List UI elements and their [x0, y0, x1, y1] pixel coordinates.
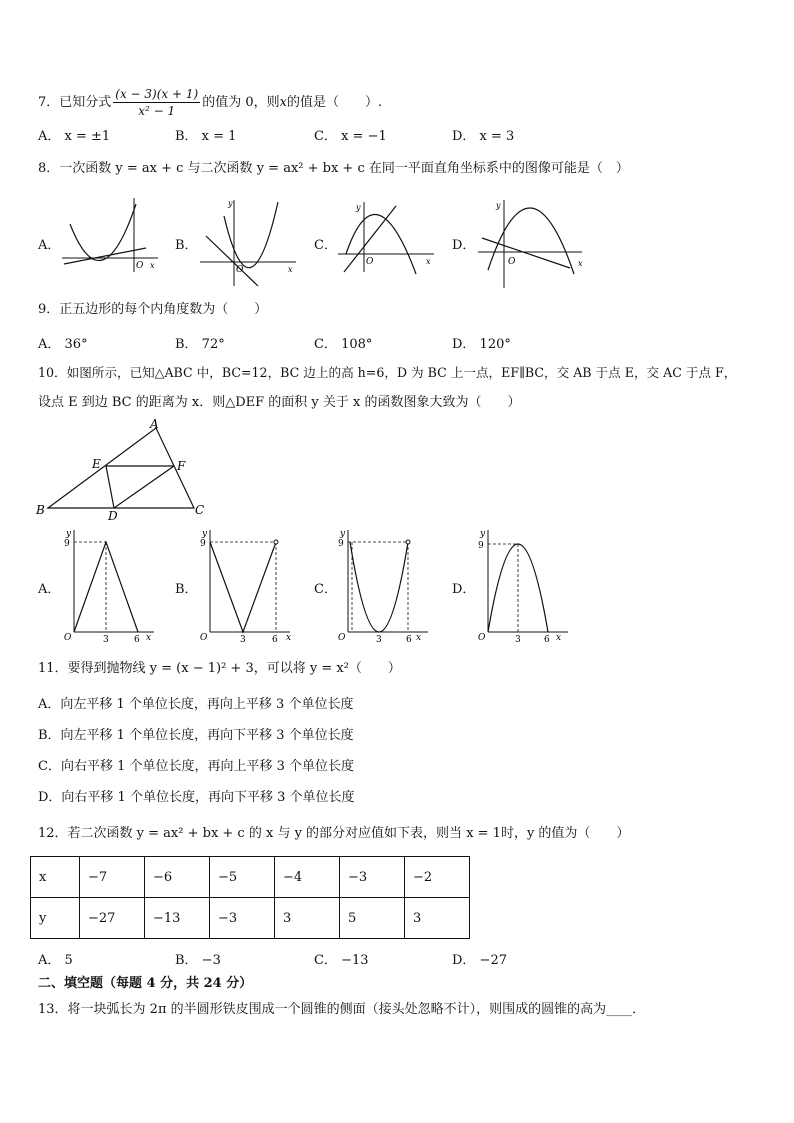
q10-graph-b — [198, 526, 298, 646]
q10-d-x: x — [556, 633, 562, 643]
q8-c-x: x — [426, 257, 431, 266]
point-a-label: A — [150, 417, 159, 431]
q10-d-y: y — [480, 529, 486, 539]
q7-fraction — [113, 86, 200, 119]
q10-c-tick-6: 6 — [406, 635, 412, 645]
table-cell: −5 — [210, 857, 275, 898]
q7-option-a: A． x = ±1 — [38, 129, 111, 144]
table-cell: 3 — [405, 898, 470, 939]
q8-d-x: x — [578, 259, 583, 268]
section-heading: 二、填空题（每题 4 分，共 24 分） — [38, 976, 253, 991]
q8-a-origin: O — [136, 261, 144, 271]
table-cell: −3 — [210, 898, 275, 939]
q10-b-tick-3: 3 — [240, 635, 246, 645]
table-cell: 5 — [340, 898, 405, 939]
q10-a-tick-3: 3 — [103, 635, 109, 645]
q8-label-b: B． — [175, 238, 198, 253]
q10-d-tick-3: 3 — [515, 635, 521, 645]
q10-b-tick-9: 9 — [200, 539, 206, 549]
q10-graph-a — [62, 526, 158, 646]
q10-c-origin: O — [338, 633, 346, 643]
table-cell: y — [31, 898, 80, 939]
q8-stem: 8．一次函数 y = ax + c 与二次函数 y = ax² + bx + c 在同一平面直角坐标系中的图像可能是（ ） — [38, 161, 629, 176]
point-b-label: B — [36, 503, 45, 517]
q8-graph-b — [200, 196, 300, 288]
q10-graph-d — [476, 526, 576, 646]
q10-a-tick-9: 9 — [64, 539, 70, 549]
q11-stem: 11．要得到抛物线 y = (x − 1)² + 3，可以将 y = x²（ ） — [38, 661, 401, 676]
q12-option-a: A． 5 — [38, 953, 73, 968]
q7-tail: 的值是（ ）. — [286, 95, 383, 110]
q10-graph-c — [336, 526, 436, 646]
q10-c-tick-9: 9 — [338, 539, 344, 549]
q10-label-d: D． — [452, 582, 476, 597]
q10-d-tick-6: 6 — [544, 635, 550, 645]
q12-option-d: D． −27 — [452, 953, 507, 968]
q13-stem: 13．将一块弧长为 2π 的半圆形铁皮围成一个圆锥的侧面（接头处忽略不计），则围成的圆锥的高为____． — [38, 1002, 646, 1017]
q12-value-table — [30, 856, 470, 939]
table-cell: 3 — [275, 898, 340, 939]
q12-option-b: B． −3 — [175, 953, 221, 968]
q7-fraction-numerator: (x − 3)(x + 1) — [115, 87, 199, 101]
q10-a-tick-6: 6 — [134, 635, 140, 645]
q8-graph-a — [62, 196, 162, 276]
q8-a-x: x — [150, 261, 155, 270]
point-d-label: D — [108, 509, 118, 522]
q10-b-origin: O — [200, 633, 208, 643]
q10-b-x: x — [286, 633, 292, 643]
q10-c-x: x — [416, 633, 422, 643]
q12-option-c: C． −13 — [314, 953, 369, 968]
point-f-label: F — [177, 459, 186, 473]
q11-option-a: A．向左平移 1 个单位长度，再向上平移 3 个单位长度 — [38, 697, 354, 712]
q7-stem — [38, 86, 382, 119]
q10-c-y: y — [340, 529, 346, 539]
table-cell: −2 — [405, 857, 470, 898]
q8-d-y: y — [496, 201, 501, 210]
q8-c-y: y — [356, 203, 361, 212]
q7-suffix: 的值为 0，则 — [202, 95, 280, 110]
q9-option-b: B． 72° — [175, 337, 225, 352]
q10-b-y: y — [202, 529, 208, 539]
q7-option-b: B． x = 1 — [175, 129, 237, 144]
q10-c-tick-3: 3 — [376, 635, 382, 645]
q9-option-c: C． 108° — [314, 337, 373, 352]
table-row-x — [31, 857, 470, 898]
q7-option-d: D． x = 3 — [452, 129, 515, 144]
q8-c-origin: O — [366, 257, 374, 267]
q9-option-d: D． 120° — [452, 337, 511, 352]
q9-stem: 9．正五边形的每个内角度数为（ ） — [38, 302, 268, 317]
q10-triangle-figure — [34, 416, 224, 522]
table-cell: −4 — [275, 857, 340, 898]
q8-graph-d — [478, 194, 588, 290]
q9-option-a: A． 36° — [38, 337, 88, 352]
q8-b-origin: O — [236, 265, 244, 275]
q10-a-y: y — [66, 529, 72, 539]
q10-d-origin: O — [478, 633, 486, 643]
q7-variable: x — [279, 95, 287, 110]
table-cell: −13 — [145, 898, 210, 939]
point-c-label: C — [195, 503, 205, 517]
table-cell: −6 — [145, 857, 210, 898]
q10-stem-line1: 10．如图所示，已知△ABC 中，BC=12，BC 边上的高 h=6，D 为 BC 上一点，EF∥BC，交 AB 于点 E，交 AC 于点 F， — [38, 365, 737, 380]
q8-b-x: x — [288, 265, 293, 274]
q10-stem-line2: 设点 E 到边 BC 的距离为 x．则△DEF 的面积 y 关于 x 的函数图象大致为（ ） — [38, 395, 521, 410]
q8-b-y: y — [228, 199, 233, 208]
table-cell: −27 — [80, 898, 145, 939]
q8-label-c: C． — [314, 238, 337, 253]
table-cell: −3 — [340, 857, 405, 898]
q7-fraction-denominator: x² − 1 — [138, 104, 176, 118]
q8-d-origin: O — [508, 257, 516, 267]
table-row-y — [31, 898, 470, 939]
q11-option-c: C．向右平移 1 个单位长度，再向上平移 3 个单位长度 — [38, 759, 355, 774]
table-cell: x — [31, 857, 80, 898]
q11-option-b: B．向左平移 1 个单位长度，再向下平移 3 个单位长度 — [38, 728, 354, 743]
q8-label-d: D． — [452, 238, 476, 253]
q10-label-c: C． — [314, 582, 337, 597]
table-cell: −7 — [80, 857, 145, 898]
q11-option-d: D．向右平移 1 个单位长度，再向下平移 3 个单位长度 — [38, 790, 355, 805]
q8-graph-c — [338, 196, 438, 276]
q7-prefix: 7．已知分式 — [38, 95, 112, 110]
q10-a-x: x — [146, 633, 152, 643]
q7-option-c: C． x = −1 — [314, 129, 387, 144]
q10-label-a: A． — [38, 582, 61, 597]
point-e-label: E — [92, 457, 101, 471]
q8-label-a: A． — [38, 238, 61, 253]
q10-label-b: B． — [175, 582, 198, 597]
q12-stem: 12．若二次函数 y = ax² + bx + c 的 x 与 y 的部分对应值如下表，则当 x = 1时，y 的值为（ ） — [38, 826, 630, 841]
q10-a-origin: O — [64, 633, 72, 643]
q10-d-tick-9: 9 — [478, 541, 484, 551]
q10-b-tick-6: 6 — [272, 635, 278, 645]
